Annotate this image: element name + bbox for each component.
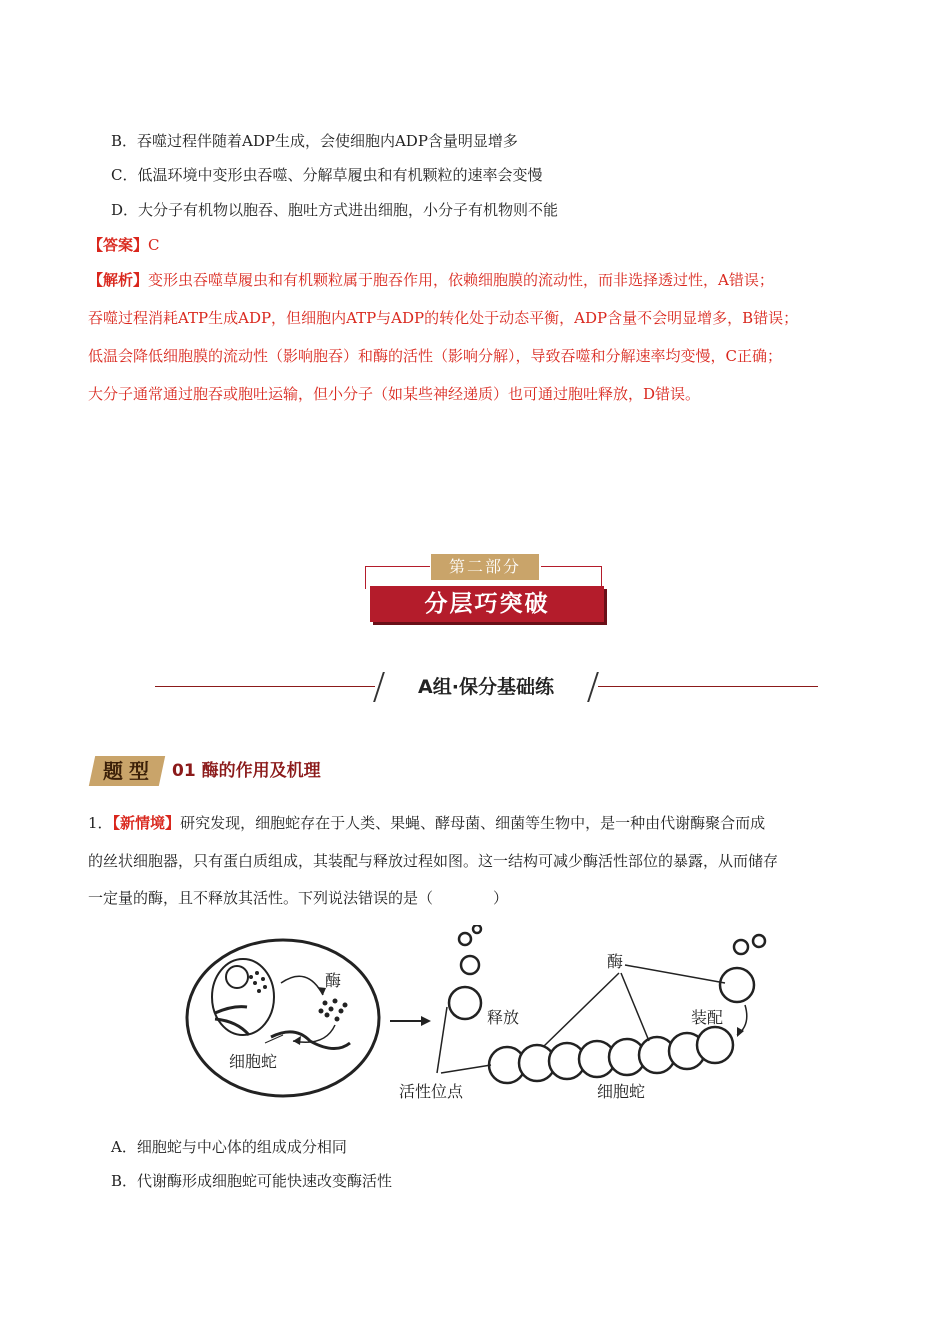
cytoophidium-left-filament — [271, 1032, 350, 1049]
option-d: D．大分子有机物以胞吞、胞吐方式进出细胞，小分子有机物则不能 — [111, 201, 559, 219]
section-title: 分层巧突破 — [370, 586, 604, 622]
label-release: 释放 — [487, 1008, 520, 1027]
group-title: A组·保分基础练 — [418, 676, 554, 698]
released-enzymes — [449, 925, 481, 1019]
section-banner — [365, 554, 605, 626]
section-tag: 第二部分 — [431, 554, 539, 580]
label-assembly: 装配 — [691, 1008, 724, 1027]
question-tag: 【新情境】 — [112, 814, 181, 832]
label-enzyme-left: 酶 — [325, 971, 342, 990]
analysis-line-3: 低温会降低细胞膜的流动性（影响胞吞）和酶的活性（影响分解），导致吞噬和分解速率均变慢，C正确； — [88, 347, 782, 365]
type-badge-label: 题型 — [103, 759, 155, 783]
question-1-option-a: A．细胞蛇与中心体的组成成分相同 — [111, 1138, 347, 1156]
label-enzyme-right: 酶 — [607, 952, 624, 971]
answer-label: 【答案】 — [88, 236, 149, 254]
nucleolus — [226, 966, 248, 988]
answer — [88, 235, 160, 255]
question-1-line-1: 1．【新情境】研究发现，细胞蛇存在于人类、果蝇、酵母菌、细菌等生物中，是一种由代谢酶聚合而成 — [88, 814, 766, 832]
question-number: 1． — [88, 814, 113, 832]
nucleus-outline — [212, 959, 274, 1035]
group-divider-right — [598, 686, 818, 687]
cell-diagram — [187, 940, 379, 1096]
answer-value: C — [148, 236, 160, 254]
question-1-line-3: 一定量的酶，且不释放其活性。下列说法错误的是（ ） — [88, 889, 509, 907]
arrow-to-enzyme — [281, 976, 323, 995]
cytoophidium-chain — [489, 1027, 733, 1083]
analysis-line-1: 【解析】变形虫吞噬草履虫和有机颗粒属于胞吞作用，依赖细胞膜的流动性，而非选择透过性，A错误； — [88, 271, 774, 289]
group-divider-left — [155, 686, 375, 687]
nucleus-filament — [215, 1007, 247, 1013]
question-1-option-b: B．代谢酶形成细胞蛇可能快速改变酶活性 — [111, 1172, 393, 1190]
label-cytoophidium-right: 细胞蛇 — [597, 1082, 646, 1101]
option-c: C．低温环境中变形虫吞噬、分解草履虫和有机颗粒的速率会变慢 — [111, 166, 543, 184]
assembling-enzymes — [720, 935, 765, 1002]
analysis-label: 【解析】 — [88, 271, 149, 289]
enzyme-dots-nucleus — [249, 971, 267, 993]
type-title: 01 酶的作用及机理 — [172, 761, 321, 781]
label-cytoophidium-left: 细胞蛇 — [229, 1052, 278, 1071]
label-active-site: 活性位点 — [399, 1082, 464, 1101]
analysis-line-2: 吞噬过程消耗ATP生成ADP，但细胞内ATP与ADP的转化处于动态平衡，ADP含量不会明显增多，B错误； — [88, 309, 799, 327]
cytoophidium-figure — [185, 925, 785, 1105]
option-b: B．吞噬过程伴随着ADP生成，会使细胞内ADP含量明显增多 — [111, 132, 518, 150]
question-1-line-2: 的丝状细胞器，只有蛋白质组成，其装配与释放过程如图。这一结构可减少酶活性部位的暴露，从而储存 — [88, 852, 779, 870]
analysis-line-4: 大分子通常通过胞吞或胞吐运输，但小分子（如某些神经递质）也可通过胞吐释放，D错误。 — [88, 385, 701, 403]
enzyme-dots-cytoplasm — [319, 999, 348, 1022]
